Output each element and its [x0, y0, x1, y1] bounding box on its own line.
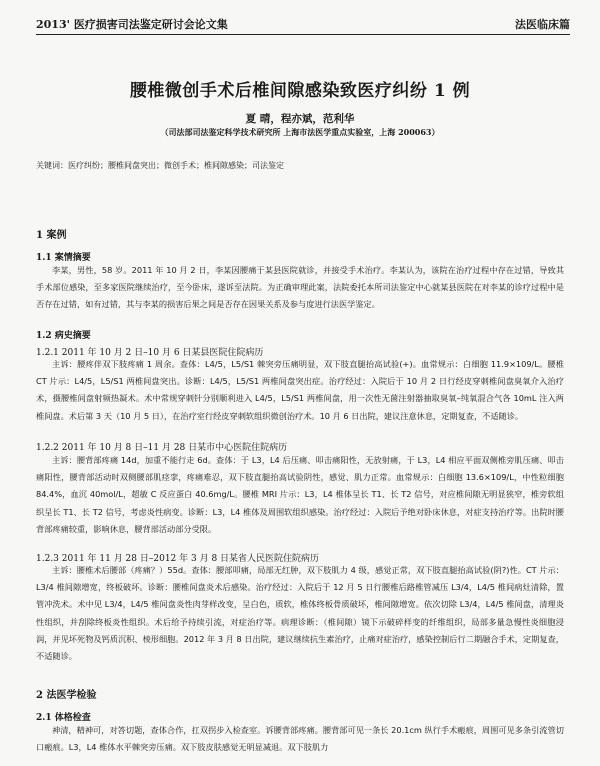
section-heading-forensic-exam: 2 法医学检验	[36, 690, 97, 701]
subsubsection-heading-city-hospital: 1.2.2 2011 年 10 月 8 日–11 月 28 日某市中心医院住院病历	[36, 443, 288, 453]
paragraph-county-hospital: 主诉：腰疼伴双下肢疼痛 1 周余。查体：L4/5，L5/S1 棘突旁压痛明显，双下肢直腿抬高试验(+)。血常规示：白细胞 11.9×109/L。腰椎 CT 片示：L4/5，L5/S1 两椎间盘突出。诊断：L4/5，L5/S1 两椎间盘突出症。治疗经过：入院后于 10 月 2 日行经皮穿刺椎间盘臭氧介入治疗术，摄腰椎间盘射频热凝术。术中常规穿刺针分别顺利进入 L4/5，L5/S1 两椎间盘，用一次性无菌注射器抽取臭氧–纯氧混合气各 10mL 注入两椎间盘。术后第 3 天（10 月 5 日），在治疗室行经皮穿刺软组织微创治疗术。10 月 6 日出院，建议注意休息，定期复查，不适随诊。	[36, 359, 564, 421]
paper-title: 腰椎微创手术后椎间隙感染致医疗纠纷 1 例	[129, 81, 471, 101]
subsubsection-heading-county-hospital: 1.2.1 2011 年 10 月 2 日–10 月 6 日某县医院住院病历	[36, 348, 264, 358]
section-heading-case: 1 案例	[36, 230, 67, 241]
paragraph-provincial-hospital: 主诉：腰椎术后腰部（疼痛？）55d。查体：腰部叩痛，局部无红肿，双下肢肌力 4 级，感觉正常，双下肢直腿抬高试验(阴?)性。CT 片示：L3/4 椎间隙增宽，终板破坏。诊断：腰椎间盘炎术后感染。治疗经过：入院后于 12 月 5 日行腰椎后路椎管减压 L3/4，L4/5 椎间病灶清除，置管冲洗术。术中见 L3/4，L4/5 椎间盘炎性肉芽样改变，呈白色，质软，椎体终板骨质破坏，椎间隙增宽。依次切除 L3/4，L4/5 椎间盘，清理炎性组织，并刮除终板炎性组织。术后给予持续引流，对症治疗等。病理诊断：（椎间隙）镜下示破碎样变的纤维组织，局部多量急慢性炎细胞浸润，并见坏死物及钙质沉积、棱形细胞。2012 年 3 月 8 日出院，建议继续抗生素治疗，止痛对症治疗，感染控制后行二期融合手术，定期复查，不适随诊。	[36, 565, 564, 662]
running-header	[36, 10, 570, 35]
paragraph-case-summary: 李某，男性，58 岁。2011 年 10 月 2 日，李某因腰痛于某县医院就诊，并接受手术治疗。李某认为，该院在治疗过程中存在过错，导致其手术部位感染，至多家医院继续治疗，至今卧床，遂诉至法院。为正确审理此案，法院委托本所司法鉴定中心就某县医院在对李某的诊疗过程中是否存在过错，如有过错，其与李某的损害后果之间是否存在因果关系及参与度进行法医学鉴定。	[36, 265, 564, 310]
header-journal: 2013' 医疗损害司法鉴定研讨会论文集	[36, 18, 228, 31]
subsubsection-heading-provincial-hospital: 1.2.3 2011 年 11 月 28 日–2012 年 3 月 8 日某省人民医院住院病历	[36, 554, 320, 564]
subsection-heading-history: 1.2 病史摘要	[36, 331, 91, 341]
paragraph-physical-exam: 神清，精神可，对答切题，查体合作，扛双拐步入检查室。诉腰背部疼痛。腰背部可见一条长 20.1cm 纵行手术瘢痕，周围可见多条引流管切口瘢痕。L3，L4 椎体水平棘突旁压痛。双下肢皮肤感觉无明显减退。双下肢肌力	[36, 725, 564, 753]
paper-keywords: 关键词：医疗纠纷；腰椎间盘突出；微创手术；椎间隙感染；司法鉴定	[36, 161, 284, 170]
subsection-heading-physical-exam: 2.1 体格检查	[36, 713, 91, 723]
paper-authors: 夏 晴，程亦斌，范利华	[245, 113, 355, 125]
subsection-heading-case-summary: 1.1 案情摘要	[36, 253, 91, 263]
paper-affiliation: （司法部司法鉴定科学技术研究所 上海市法医学重点实验室，上海 200063）	[160, 127, 440, 137]
paragraph-city-hospital: 主诉：腰背部疼痛 14d，加重不能行走 6d。查体：于 L3，L4 后压痛、叩击痛阳性，无放射痛，于 L3，L4 相应平面双侧椎旁肌压痛、叩击痛阳性，腰背部活动时双侧腰部肌痉挛，疼痛难忍，双下肢直腿抬高试验阴性，感觉、肌力正常。血常规示：白细胞 13.6×109/L，中性粒细胞 84.4%，血沉 40mol/L，超敏 C 反应蛋白 40.6mg/L。腰椎 MRI 片示：L3，L4 椎体呈长 T1、长 T2 信号，对应椎间隙无明显狭窄，椎旁软组织呈长 T1、长 T2 信号，考虑炎性病变。诊断：L3，L4 椎体及周围软组织感染。治疗经过：入院后予绝对卧床休息，对症支持治疗等。出院时腰背部疼痛较重，影响休息，腰背部活动部分受限。	[36, 455, 564, 534]
header-section: 法医临床篇	[515, 18, 570, 31]
